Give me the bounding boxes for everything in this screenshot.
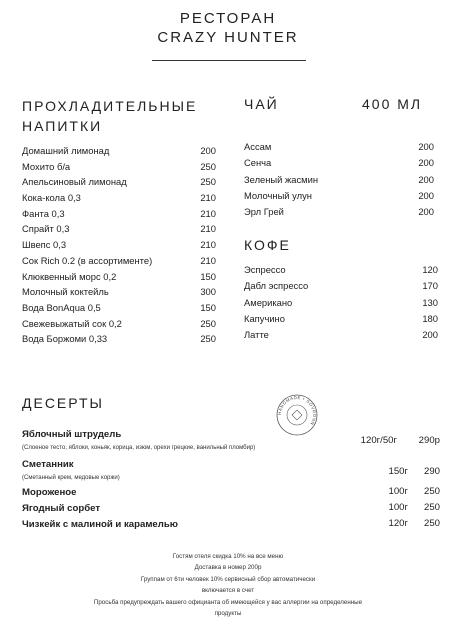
dessert-item [22, 458, 440, 486]
dessert-name: Чизкейк с малиной и карамелью [22, 519, 178, 530]
drink-name: Домашний лимонад [22, 145, 110, 156]
dessert-weight: 120г [388, 518, 408, 529]
note-service-charge: Группам от 6ти человек 10% сервисный сбор автоматически [140, 575, 316, 583]
drink-price: 250 [200, 333, 216, 345]
dessert-weight: 120г/50г [360, 435, 397, 446]
drink-price: 210 [200, 223, 216, 235]
coffee-price: 200 [422, 329, 438, 341]
dessert-weight: 100г [388, 486, 408, 497]
drink-price: 210 [200, 192, 216, 204]
drinks-list [22, 143, 216, 347]
tea-item [244, 172, 434, 188]
coffee-item [244, 262, 438, 278]
tea-price: 200 [418, 206, 434, 218]
drink-name: Кока-кола 0,3 [22, 192, 81, 204]
drink-price: 150 [200, 270, 216, 282]
drink-item [22, 284, 216, 300]
coffee-price: 130 [422, 296, 438, 308]
drink-item [22, 190, 216, 206]
coffee-name: Латте [244, 329, 269, 341]
tea-item [244, 204, 434, 220]
drink-item [22, 300, 216, 316]
tea-name: Сенча [244, 157, 272, 169]
drink-name: Молочный коктейль [22, 286, 109, 298]
tea-name: Ассам [244, 141, 272, 152]
desserts-list [22, 428, 440, 534]
drink-item [22, 331, 216, 347]
drink-item [22, 253, 216, 269]
dessert-weight: 100г [388, 502, 408, 513]
dessert-price: 290р [418, 435, 440, 446]
drink-name: Фанта 0,3 [22, 207, 65, 219]
title-divider [152, 60, 306, 61]
restaurant-name: CRAZY HUNTER [157, 29, 299, 46]
coffee-item [244, 327, 438, 343]
drink-name: Свежевыжатый сок 0,2 [22, 317, 122, 329]
dessert-price: 290 [423, 466, 440, 477]
drink-item [22, 221, 216, 237]
tea-title: ЧАЙ [244, 96, 279, 112]
tea-item [244, 139, 434, 155]
dessert-item [22, 486, 440, 502]
coffee-name: Капучино [244, 312, 285, 324]
note-allergy: Просьба предупреждать вашего официанта об имеющейся у вас аллергии на определенные [93, 598, 363, 606]
coffee-list [244, 262, 438, 343]
note-allergy-cont: продукты [214, 610, 242, 618]
drink-price: 250 [200, 176, 216, 188]
tea-volume: 400 МЛ [362, 96, 423, 112]
tea-price: 200 [418, 157, 434, 169]
coffee-title: КОФЕ [244, 237, 291, 253]
coffee-name: Дабл эспрессо [244, 280, 309, 292]
drink-name: Спрайт 0,3 [22, 223, 70, 235]
coffee-name: Эспрессо [244, 264, 286, 275]
dessert-name: Яблочный штрудель [22, 429, 122, 440]
drink-price: 200 [200, 145, 216, 156]
dessert-item [22, 518, 440, 534]
drink-item [22, 237, 216, 253]
tea-price: 200 [418, 189, 434, 201]
dessert-price: 250 [423, 486, 440, 497]
dessert-item [22, 502, 440, 518]
coffee-item [244, 311, 438, 327]
coffee-name: Американо [244, 296, 293, 308]
drink-item [22, 174, 216, 190]
tea-name: Зеленый жасмин [244, 173, 319, 185]
drink-item [22, 159, 216, 175]
dessert-name: Ягодный сорбет [22, 503, 101, 514]
dessert-weight: 150г [388, 466, 408, 477]
drink-price: 300 [200, 286, 216, 298]
drink-name: Апельсиновый лимонад [22, 176, 127, 188]
dessert-description: (Слоеное тесто, яблоки, коньяк, корица, изюм, орехи грецкие, ванильный пломбир) [22, 445, 256, 451]
note-service-charge-cont: включается в счет [201, 587, 255, 595]
coffee-price: 180 [422, 312, 438, 324]
coffee-item [244, 278, 438, 294]
drink-price: 250 [200, 160, 216, 172]
drinks-title: ПРОХЛАДИТЕЛЬНЫЕ НАПИТКИ [22, 98, 198, 134]
tea-list [244, 139, 434, 220]
tea-name: Молочный улун [244, 189, 312, 201]
drink-name: Сок Rich 0.2 (в ассортименте) [22, 254, 153, 266]
dessert-description: (Сметанный крем, медовые коржи) [22, 475, 120, 481]
svg-text:HANDMADE • SOVRONN [277, 395, 317, 426]
drink-name: Вода BonAqua 0,5 [22, 301, 101, 313]
dessert-price: 250 [423, 518, 440, 529]
coffee-item [244, 295, 438, 311]
note-discount: Гостям отеля скидка 10% на все меню [172, 553, 284, 560]
drink-price: 210 [200, 207, 216, 219]
dessert-name: Сметанник [22, 459, 74, 470]
drink-price: 210 [200, 239, 216, 251]
tea-name: Эрл Грей [244, 206, 284, 218]
drink-item [22, 269, 216, 285]
footer-notes [0, 551, 456, 619]
dessert-item [22, 428, 440, 458]
desserts-title: ДЕСЕРТЫ [22, 395, 104, 411]
drink-price: 250 [200, 317, 216, 329]
drink-price: 150 [200, 301, 216, 313]
drink-name: Клюквенный морс 0,2 [22, 270, 117, 282]
stamp-text: HANDMADE • SOVRONN [276, 394, 318, 427]
drink-name: Вода Боржоми 0,33 [22, 333, 108, 345]
tea-price: 200 [418, 173, 434, 185]
drink-item [22, 206, 216, 222]
drink-price: 210 [200, 254, 216, 266]
note-delivery: Доставка в номер 200р [194, 564, 262, 572]
tea-price: 200 [418, 141, 434, 152]
drink-item [22, 316, 216, 332]
coffee-price: 170 [422, 280, 438, 292]
coffee-price: 120 [422, 264, 438, 275]
drink-item [22, 143, 216, 159]
tea-item [244, 155, 434, 171]
dessert-name: Мороженое [22, 487, 77, 498]
drink-name: Мохито б/а [22, 160, 71, 172]
drink-name: Швепс 0,3 [22, 239, 67, 251]
restaurant-label: РЕСТОРАН [179, 10, 277, 27]
dessert-price: 250 [423, 502, 440, 513]
tea-item [244, 188, 434, 204]
